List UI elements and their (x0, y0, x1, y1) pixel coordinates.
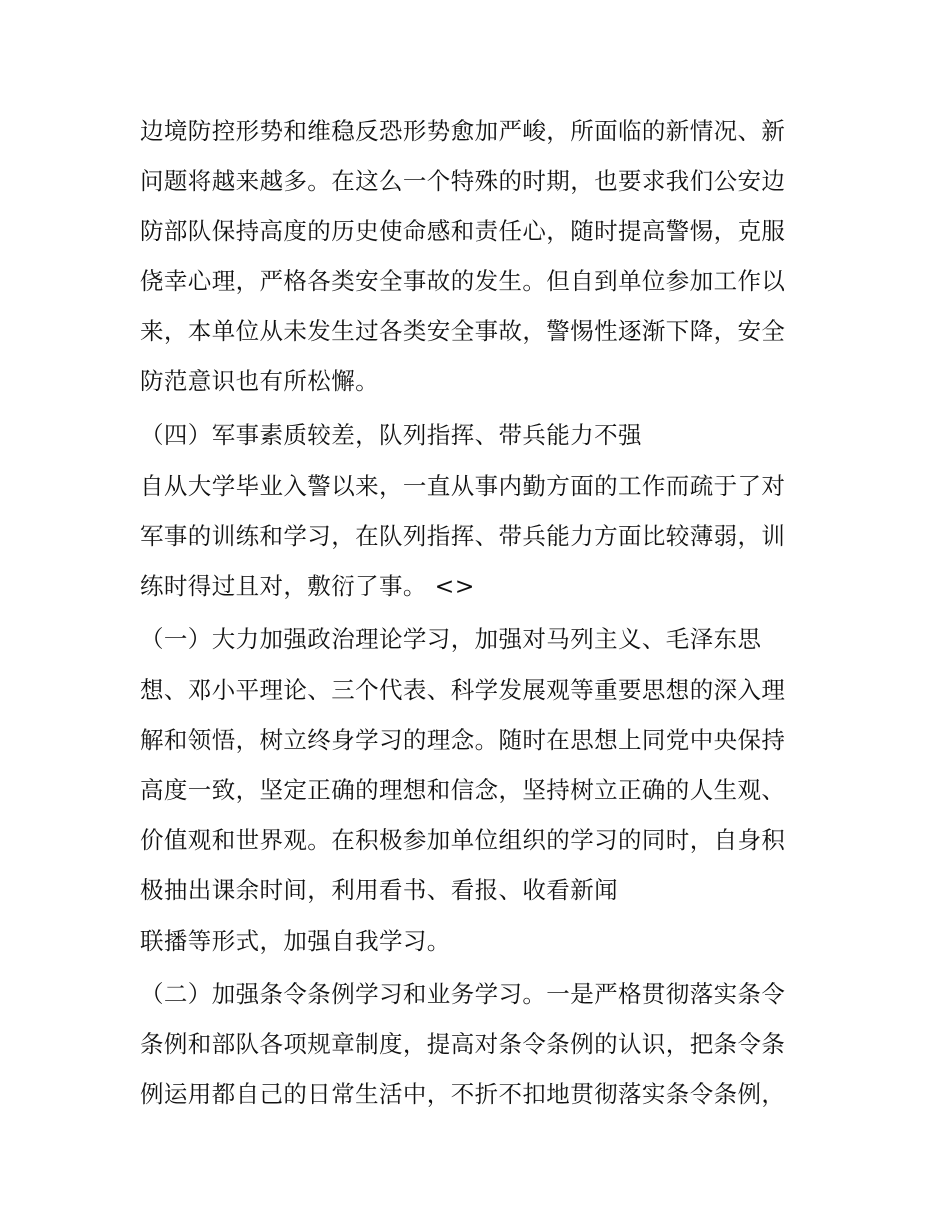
section-heading: （一）大力加强政治理论学习，加强对马列主义、毛泽东思 (140, 625, 762, 653)
text-line: 边境防控形势和维稳反恐形势愈加严峻，所面临的新情况、新 (140, 117, 786, 145)
section-heading: （二）加强条令条例学习和业务学习。一是严格贯彻落实条令 (140, 980, 786, 1008)
text-line: 问题将越来越多。在这么一个特殊的时期，也要求我们公安边 (140, 167, 786, 195)
text-line: 解和领悟，树立终身学习的理念。随时在思想上同党中央保持 (140, 726, 786, 754)
text-line: 价值观和世界观。在积极参加单位组织的学习的同时，自身积 (140, 826, 786, 854)
text-line: 来，本单位从未发生过各类安全事故，警惕性逐渐下降，安全 (140, 317, 786, 345)
text-line: 联播等形式，加强自我学习。 (140, 927, 451, 955)
text-line: 条例和部队各项规章制度，提高对条令条例的认识，把条令条 (140, 1030, 786, 1058)
text-line: 军事的训练和学习，在队列指挥、带兵能力方面比较薄弱，训 (140, 522, 786, 550)
text-line: 侥幸心理，严格各类安全事故的发生。但自到单位参加工作以 (140, 267, 786, 295)
text-line: 练时得过且对，敷衍了事。 <> (140, 572, 475, 600)
text-line: 极抽出课余时间，利用看书、看报、收看新闻 (140, 876, 618, 904)
text-line: 防范意识也有所松懈。 (140, 367, 379, 395)
section-heading: （四）军事素质较差，队列指挥、带兵能力不强 (140, 421, 642, 449)
text-line: 想、邓小平理论、三个代表、科学发展观等重要思想的深入理 (140, 676, 786, 704)
text-line: 高度一致，坚定正确的理想和信念，坚持树立正确的人生观、 (140, 776, 786, 804)
text-line: 自从大学毕业入警以来，一直从事内勤方面的工作而疏于了对 (140, 472, 786, 500)
text-line: 防部队保持高度的历史使命感和责任心，随时提高警惕，克服 (140, 217, 786, 245)
text-line: 例运用都自己的日常生活中，不折不扣地贯彻落实条令条例， (140, 1080, 786, 1108)
